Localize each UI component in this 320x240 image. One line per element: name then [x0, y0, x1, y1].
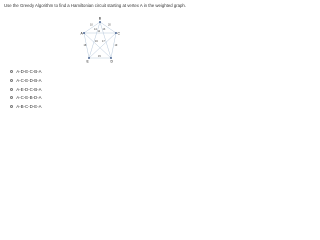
weight-c-e: 17 — [102, 40, 105, 43]
vertex-a — [80, 31, 85, 36]
weight-a-c: 11 — [97, 30, 101, 34]
vertex-label-d: D — [110, 59, 113, 64]
weight-b-d: 13 — [102, 28, 106, 31]
vertex-label-a: A — [80, 31, 83, 36]
weight-e-d: 15 — [98, 55, 101, 59]
weight-c-d: 19 — [114, 44, 118, 47]
radio-button[interactable] — [10, 96, 13, 99]
weight-a-e: 18 — [83, 44, 87, 47]
weight-b-e: 14 — [94, 28, 97, 31]
option-1[interactable] — [10, 68, 42, 76]
weight-a-b: 10 — [90, 23, 93, 27]
option-3[interactable] — [10, 85, 42, 93]
radio-button[interactable] — [10, 79, 13, 82]
option-4[interactable] — [10, 94, 42, 102]
vertex-label-b: B — [98, 16, 102, 21]
weight-a-d: 16 — [95, 40, 98, 43]
vertex-label-e: E — [86, 59, 89, 64]
option-label: A-C-E-B-D-A — [16, 95, 42, 101]
question-text: Use the Greedy Algorithm to find a Hamiltonian circuit starting at vertex A in the weighted graph. — [4, 3, 186, 8]
radio-button[interactable] — [10, 105, 13, 108]
vertex-b — [99, 21, 101, 23]
vertex-label-c: C — [117, 31, 120, 36]
answer-options — [10, 68, 42, 111]
radio-button[interactable] — [10, 70, 13, 73]
option-5[interactable] — [10, 103, 42, 111]
option-label: A-E-D-C-B-A — [16, 86, 42, 92]
option-label: A-C-E-D-B-A — [16, 77, 42, 83]
edge-weights — [84, 24, 118, 59]
graph-edges — [84, 22, 116, 58]
weight-b-c: 20 — [108, 23, 111, 27]
option-label: A-B-C-D-E-A — [16, 104, 42, 109]
option-label: A-D-E-C-B-A — [16, 69, 42, 75]
option-2[interactable] — [10, 77, 42, 85]
radio-button[interactable] — [10, 88, 13, 91]
